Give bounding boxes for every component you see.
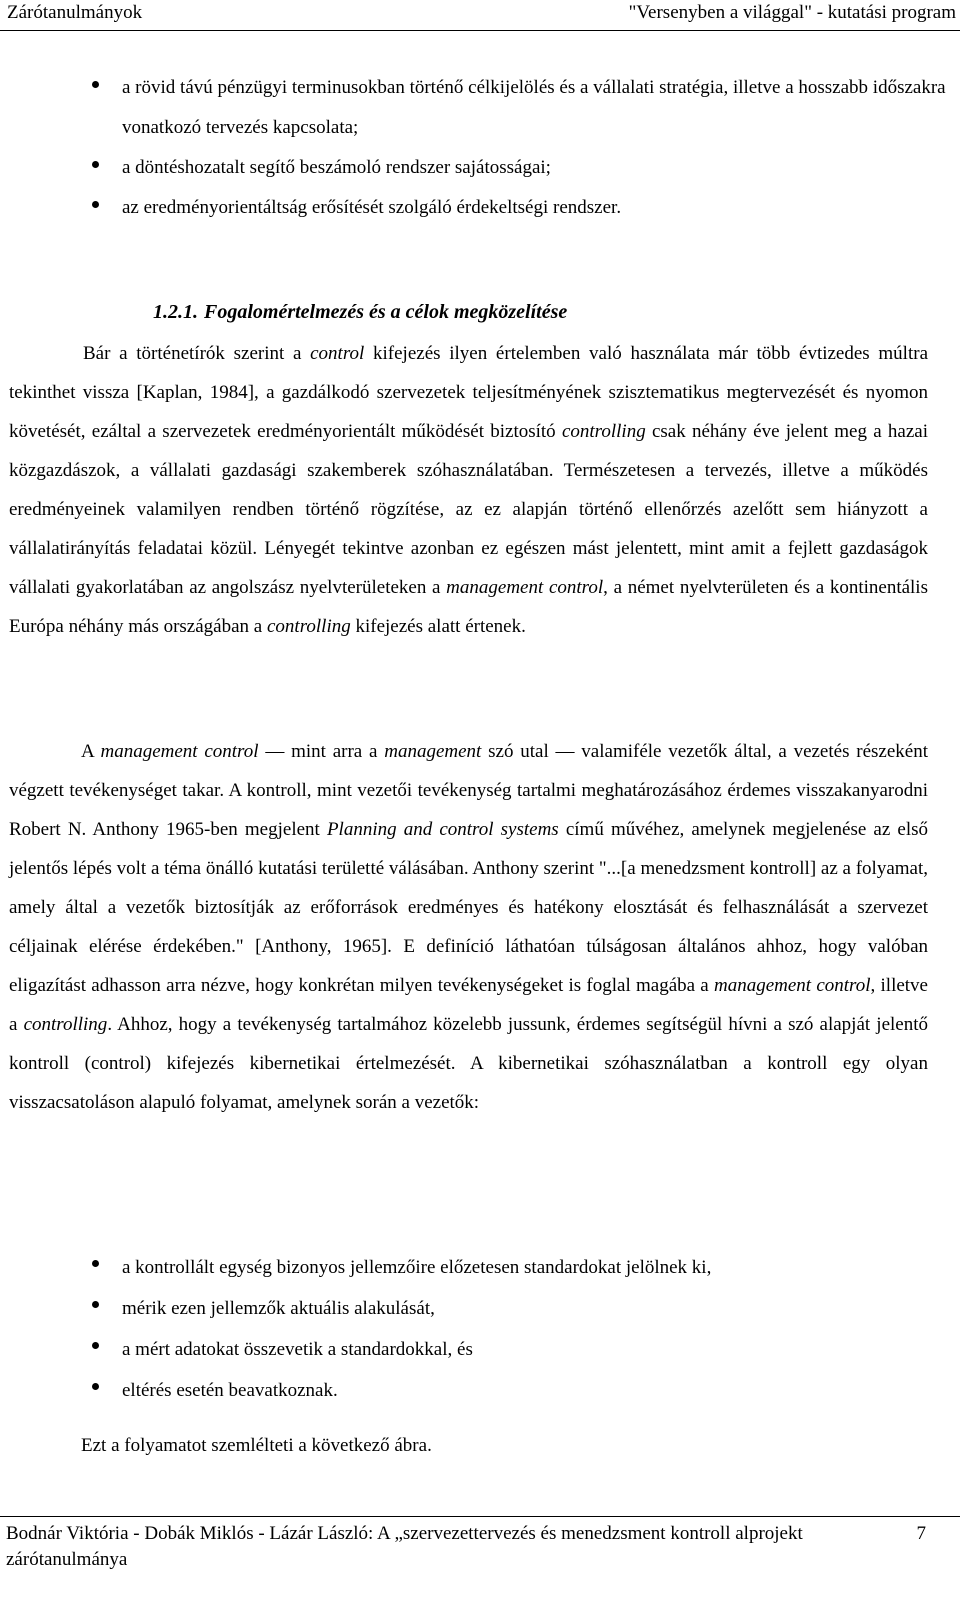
text-run: Bár a történetírók szerint a <box>83 343 311 364</box>
italic-term: controlling <box>23 1014 108 1035</box>
text-run: A <box>81 741 101 762</box>
text-run: című művéhez, amelynek megjelenése az első jelentős lépés volt a téma önálló kutatási területté válásában. Anthony szerint "...[a menedzsment kontroll] az a folyamat, amely által a vezetők biztosítják az erőforrások eredményes és hatékony elosztását és felhasználását a szervezet céljainak elérése érdekében." [Anthony, 1965]. E definíció láthatóan túlságosan általános ahhoz, hogy valóban eligazítást adhasson arra nézve, hogy konkrétan milyen tevékenységeket is foglal magába a <box>9 819 928 996</box>
list-item: a mért adatokat összevetik a standardokkal, és <box>0 1329 960 1370</box>
italic-term: control <box>310 343 365 364</box>
text-run: , illetve a <box>9 975 928 1035</box>
section-number: 1.2.1. <box>153 301 198 323</box>
list-item: az eredményorientáltság erősítését szolgáló érdekeltségi rendszer. <box>0 188 960 228</box>
text-run: szó utal — valamiféle vezetők által, a vezetés részeként végzett tevékenységet takar. A kontroll, mint vezetői tevékenység tartalmi meghatározásához érdemes visszakanyarodni Robert N. Anthony 1965-ben megjelent <box>9 741 928 840</box>
italic-term: management control <box>714 975 871 996</box>
text-run: csak néhány éve jelent meg a hazai közgazdászok, a vállalati gazdasági szakemberek szóhasználatában. Természetesen a tervezés, illetve a működés eredményeinek valamilyen rendben történő rögzítése, az ez alapján történő ellenőrzés azelőtt sem hiányzott a vállalatirányítás feladatai közül. Lényegét tekintve azonban ez egészen mást jelentett, mint amit a fejlett gazdaságok vállalati gyakorlatában az angolszász nyelvterületeken a <box>9 421 928 598</box>
list-item: a kontrollált egység bizonyos jellemzőire előzetesen standardokat jelölnek ki, <box>0 1247 960 1288</box>
italic-term: Planning and control systems <box>326 819 559 840</box>
text-run: kifejezés ilyen értelemben való használata már több évtizedes múltra tekinthet vissza [Kaplan, 1984], a gazdálkodó szervezetek teljesítményének szisztematikus megtervezését és nyomon követését, ezáltal a szervezetek eredményorientált működését biztosító <box>9 343 928 442</box>
header-right-title: "Versenyben a világgal" - kutatási program <box>628 2 956 23</box>
page-number: 7 <box>916 1523 926 1544</box>
italic-term: management control <box>100 741 259 762</box>
list-item: a döntéshozatalt segítő beszámoló rendszer sajátosságai; <box>0 148 960 188</box>
italic-term: controlling <box>266 616 351 637</box>
header-left-title: Zárótanulmányok <box>7 2 143 23</box>
list-item: mérik ezen jellemzők aktuális alakulását, <box>0 1288 960 1329</box>
italic-term: controlling <box>561 421 646 442</box>
italic-term: management <box>384 741 482 762</box>
paragraph-3: Ezt a folyamatot szemlélteti a következő ábra. <box>81 1435 432 1456</box>
list-item: eltérés esetén beavatkoznak. <box>0 1370 960 1411</box>
page-footer <box>0 1516 960 1612</box>
bullet-list-top <box>0 68 960 228</box>
text-run: kifejezés alatt értenek. <box>350 616 526 637</box>
section-heading <box>153 301 567 324</box>
footer-authors: Bodnár Viktória - Dobák Miklós - Lázár László: A „szervezettervezés és menedzsment kontroll alprojekt zárótanulmánya <box>6 1523 803 1570</box>
italic-term: management control <box>446 577 604 598</box>
paragraph-2 <box>9 732 928 1122</box>
page-header <box>0 0 960 31</box>
bullet-list-bottom <box>0 1247 960 1411</box>
text-run: , a német nyelvterületen és a kontinentális Európa néhány más országában a <box>9 577 928 637</box>
paragraph-1 <box>9 334 928 646</box>
section-title: Fogalomértelmezés és a célok megközelítése <box>204 301 568 323</box>
list-item: a rövid távú pénzügyi terminusokban történő célkijelölés és a vállalati stratégia, illetve a hosszabb időszakra vonatkozó tervezés kapcsolata; <box>0 68 960 148</box>
text-run: . Ahhoz, hogy a tevékenység tartalmához közelebb jussunk, érdemes segítségül hívni a szó alapját jelentő kontroll (control) kifejezés kibernetikai értelmezését. A kibernetikai szóhasználatban a kontroll egy olyan visszacsatoláson alapuló folyamat, amelynek során a vezetők: <box>9 1014 928 1113</box>
text-run: — mint arra a <box>258 741 385 762</box>
